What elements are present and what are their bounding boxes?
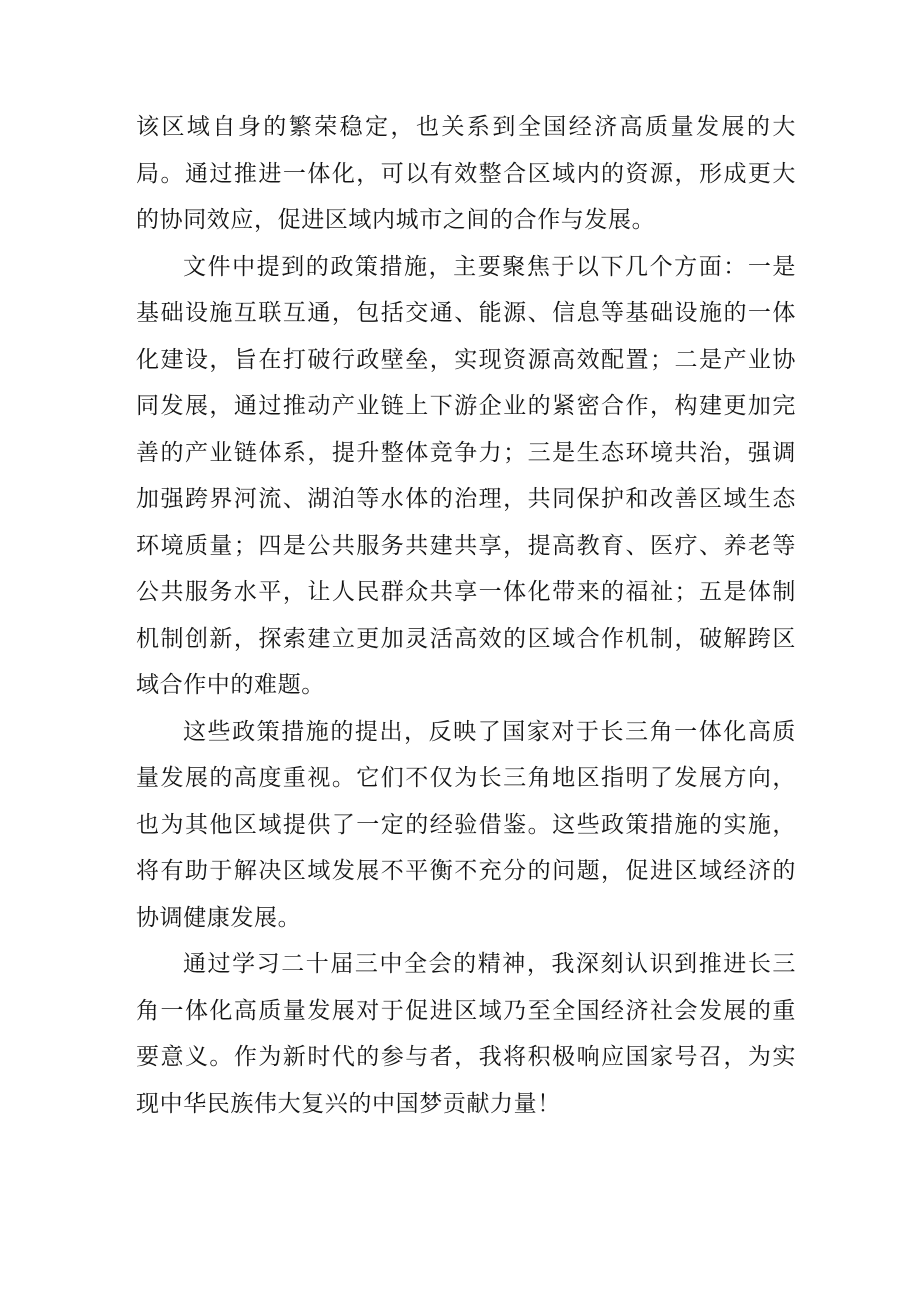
document-page <box>136 104 796 1127</box>
paragraph-4: 通过学习二十届三中全会的精神，我深刻认识到推进长三角一体化高质量发展对于促进区域乃至全国经济社会发展的重要意义。作为新时代的参与者，我将积极响应国家号召，为实现中华民族伟大复兴的中国梦贡献力量！ <box>136 951 796 1117</box>
paragraph-1: 该区域自身的繁荣稳定，也关系到全国经济高质量发展的大局。通过推进一体化，可以有效整合区域内的资源，形成更大的协同效应，促进区域内城市之间的合作与发展。 <box>136 114 796 233</box>
paragraph-3: 这些政策措施的提出，反映了国家对于长三角一体化高质量发展的高度重视。它们不仅为长三角地区指明了发展方向，也为其他区域提供了一定的经验借鉴。这些政策措施的实施，将有助于解决区域发展不平衡不充分的问题，促进区域经济的协调健康发展。 <box>136 718 796 931</box>
paragraph-2: 文件中提到的政策措施，主要聚焦于以下几个方面：一是基础设施互联互通，包括交通、能源、信息等基础设施的一体化建设，旨在打破行政壁垒，实现资源高效配置；二是产业协同发展，通过推动产业链上下游企业的紧密合作，构建更加完善的产业链体系，提升整体竞争力；三是生态环境共治，强调加强跨界河流、湖泊等水体的治理，共同保护和改善区域生态环境质量；四是公共服务共建共享，提高教育、医疗、养老等公共服务水平，让人民群众共享一体化带来的福祉；五是体制机制创新，探索建立更加灵活高效的区域合作机制，破解跨区域合作中的难题。 <box>136 253 796 698</box>
